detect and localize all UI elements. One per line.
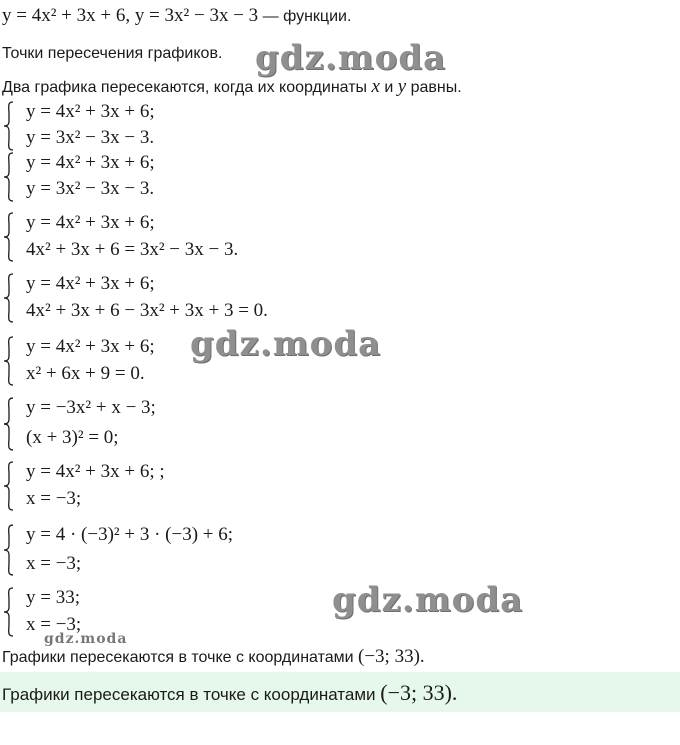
condition-text-c: равны. — [406, 79, 462, 96]
watermark-logo-small: gdz.moda — [44, 631, 128, 647]
functions-definition — [2, 5, 351, 27]
watermark-logo: gdz.moda — [332, 580, 524, 620]
answer-box — [0, 672, 680, 712]
answer-point: (−3; 33) — [380, 680, 452, 705]
system-row-1: y = 4x² + 3x + 6; ; — [26, 461, 165, 482]
conclusion-text: Графики пересекаются в точке с координатами — [2, 649, 358, 666]
functions-formula: y = 4x² + 3x + 6, y = 3x² − 3x − 3 — [2, 5, 259, 26]
intro-intersection-title: Точки пересечения графиков. — [2, 45, 223, 62]
conclusion-line — [2, 646, 425, 668]
system-row-1: y = 4x² + 3x + 6; — [26, 101, 155, 122]
system-brace — [2, 273, 14, 323]
system-row-1: y = 4x² + 3x + 6; — [26, 212, 155, 233]
system-row-1: y = 4x² + 3x + 6; — [26, 336, 155, 357]
system-row-1: y = 4x² + 3x + 6; — [26, 273, 155, 294]
system-brace — [2, 587, 14, 637]
system-row-2: x² + 6x + 9 = 0. — [26, 363, 145, 384]
system-row-2: 4x² + 3x + 6 = 3x² − 3x − 3. — [26, 239, 239, 260]
system-brace — [2, 212, 14, 262]
functions-suffix: — функции. — [258, 8, 352, 25]
system-brace — [2, 101, 14, 151]
system-row-1: y = 4 · (−3)² + 3 · (−3) + 6; — [26, 524, 234, 545]
watermark-logo: gdz.moda — [190, 324, 382, 364]
system-brace — [2, 152, 14, 202]
var-x: x — [371, 76, 380, 97]
system-row-1: y = 4x² + 3x + 6; — [26, 152, 155, 173]
system-brace — [2, 397, 14, 451]
system-row-2: x = −3; — [26, 553, 82, 574]
intro-intersection-condition — [2, 76, 462, 98]
answer-end: . — [451, 680, 458, 705]
system-row-2: (x + 3)² = 0; — [26, 427, 119, 448]
system-row-2: x = −3; — [26, 488, 82, 509]
system-brace — [2, 461, 14, 511]
system-row-1: y = −3x² + x − 3; — [26, 397, 156, 418]
system-brace — [2, 524, 14, 576]
system-row-2: y = 3x² − 3x − 3. — [26, 178, 155, 199]
watermark-logo: gdz.moda — [255, 38, 447, 78]
system-brace — [2, 336, 14, 386]
system-row-2: 4x² + 3x + 6 − 3x² + 3x + 3 = 0. — [26, 300, 268, 321]
var-y: y — [397, 76, 407, 97]
condition-text-a: Два графика пересекаются, когда их координаты — [2, 79, 372, 96]
conclusion-point: (−3; 33) — [358, 646, 420, 667]
condition-text-b: и — [379, 79, 398, 96]
answer-text: Графики пересекаются в точке с координатами — [2, 685, 381, 704]
conclusion-end: . — [419, 646, 425, 667]
answer-line — [2, 680, 457, 706]
system-row-2: y = 3x² − 3x − 3. — [26, 127, 155, 148]
system-row-2: x = −3; — [26, 614, 82, 635]
system-row-1: y = 33; — [26, 587, 80, 608]
